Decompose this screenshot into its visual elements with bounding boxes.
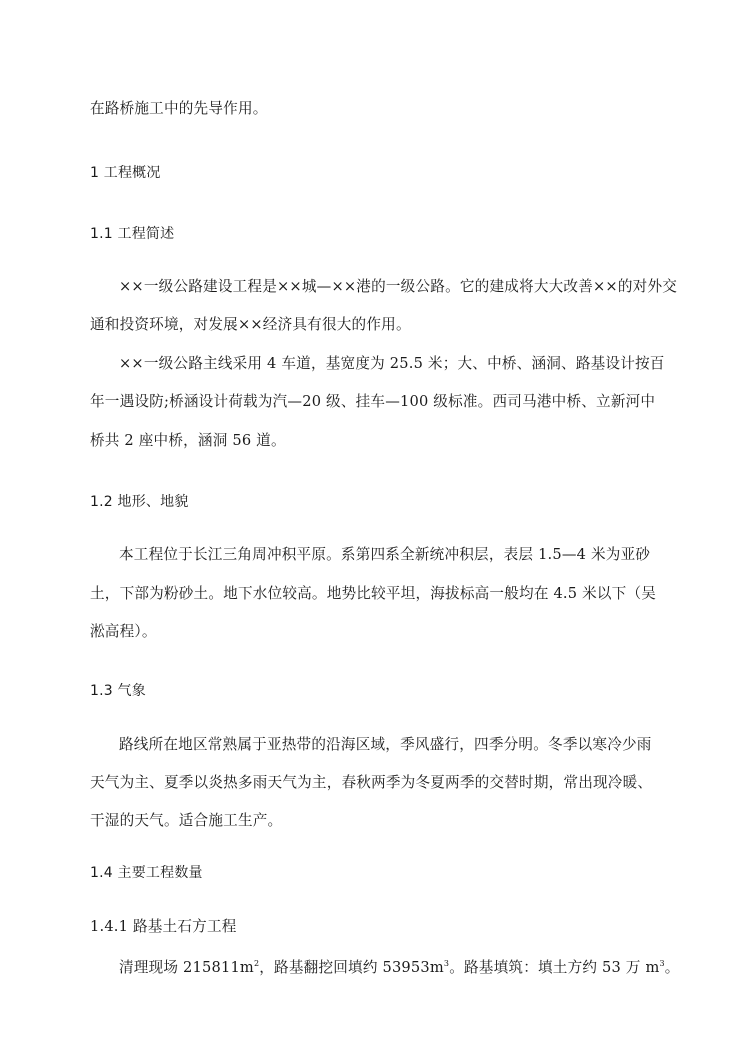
paragraph-line: ××一级公路建设工程是××城—××港的一级公路。它的建成将大大改善××的对外交 <box>119 278 678 295</box>
paragraph-line: 年一遇设防;桥涵设计荷载为汽—20 级、挂车—100 级标准。西司马港中桥、立新河中 <box>90 393 656 410</box>
paragraph-line: ××一级公路主线采用 4 车道，基宽度为 25.5 米；大、中桥、涵洞、路基设计按百 <box>119 355 665 372</box>
quantity-text: 。 <box>664 959 680 976</box>
paragraph-line: 通和投资环境，对发展××经济具有很大的作用。 <box>90 316 411 333</box>
section-1-1-heading: 1.1 工程简述 <box>90 226 175 242</box>
section-1-3-heading: 1.3 气象 <box>90 683 146 699</box>
quantity-text: ，路基翻挖回填约 53953m <box>259 959 444 976</box>
paragraph-line: 淞高程）。 <box>90 623 157 640</box>
quantities-line <box>119 958 680 978</box>
quantity-text: 清理现场 215811m <box>119 959 254 976</box>
unit-superscript: 2 <box>253 959 260 968</box>
section-1-heading: 1 工程概况 <box>90 165 161 181</box>
section-1-4-1-heading: 1.4.1 路基土石方工程 <box>90 918 237 935</box>
paragraph-line: 桥共 2 座中桥，涵洞 56 道。 <box>90 432 286 449</box>
paragraph-line: 土，下部为粉砂土。地下水位较高。地势比较平坦，海拔标高一般均在 4.5 米以下（吴 <box>90 585 657 602</box>
unit-superscript: 3 <box>659 959 665 968</box>
paragraph-line: 天气为主、夏季以炎热多雨天气为主，春秋两季为冬夏两季的交替时期，常出现冷暖、 <box>90 774 653 791</box>
section-1-2-heading: 1.2 地形、地貌 <box>90 494 189 510</box>
unit-superscript: 3 <box>443 959 450 968</box>
intro-tail-text: 在路桥施工中的先导作用。 <box>90 100 268 117</box>
paragraph-line: 本工程位于长江三角周冲积平原。系第四系全新统冲积层，表层 1.5—4 米为亚砂 <box>119 546 651 563</box>
quantity-text: 。路基填筑：填土方约 53 万 m <box>449 959 660 976</box>
paragraph-line: 路线所在地区常熟属于亚热带的沿海区域，季风盛行，四季分明。冬季以寒冷少雨 <box>119 736 652 753</box>
section-1-4-heading: 1.4 主要工程数量 <box>90 865 203 881</box>
paragraph-line: 干湿的天气。适合施工生产。 <box>90 812 283 829</box>
